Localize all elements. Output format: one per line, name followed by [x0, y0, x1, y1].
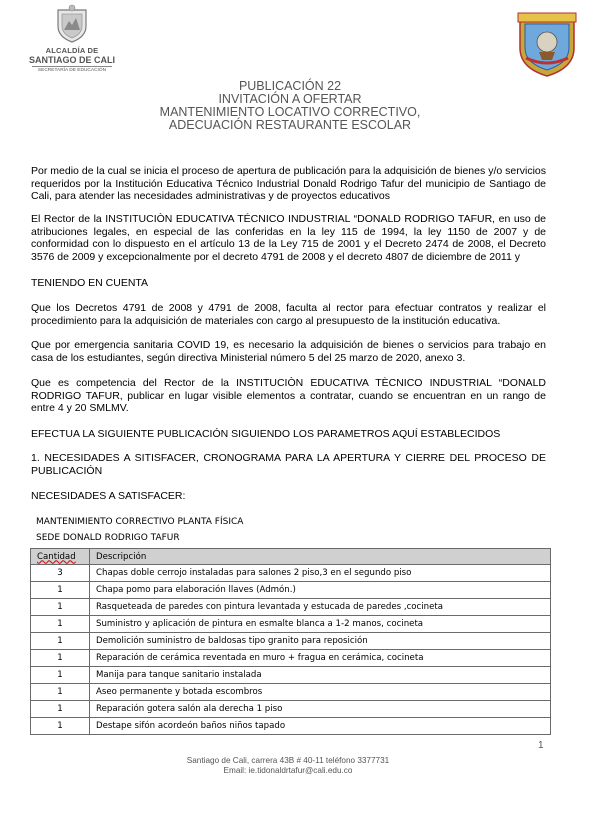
description-cell: Suministro y aplicación de pintura en esmalte blanca a 1-2 manos, cocineta [90, 616, 551, 633]
title-line-2: INVITACIÓN A OFERTAR [218, 92, 362, 106]
title-line-4: ADECUACIÓN RESTAURANTE ESCOLAR [168, 118, 412, 132]
description-cell: Chapa pomo para elaboración llaves (Admón.) [90, 582, 551, 599]
description-cell: Reparación gotera salón ala derecha 1 piso [90, 701, 551, 718]
table-row [31, 650, 551, 667]
necesidades-cronograma-heading: 1. NECESIDADES A SITISFACER, CRONOGRAMA PARA LA APERTURA Y CIERRE DEL PROCESO DE PUBLICACIÓN [31, 452, 546, 477]
table-row [31, 701, 551, 718]
footer-email: Email: ie.tidonaldrtafur@cali.edu.co [223, 766, 353, 775]
page-footer [130, 756, 446, 776]
qty-cell: 1 [31, 718, 90, 735]
footer-address: Santiago de Cali, carrera 43B # 40-11 teléfono 3377731 [186, 756, 390, 765]
cali-coat-of-arms-icon [52, 4, 92, 44]
description-cell: Manija para tanque sanitario instalada [90, 667, 551, 684]
table-row [31, 667, 551, 684]
table-row [31, 599, 551, 616]
table-row [31, 565, 551, 582]
logo-line-city: SANTIAGO DE CALI [28, 55, 115, 65]
qty-cell: 1 [31, 582, 90, 599]
needs-table [30, 548, 551, 735]
description-cell: Chapas doble cerrojo instaladas para salones 2 piso,3 en el segundo piso [90, 565, 551, 582]
institution-shield-logo [512, 8, 582, 78]
decretos-paragraph: Que los Decretos 4791 de 2008 y 4791 de 2008, faculta al rector para efectuar contratos y realizar el procedimiento para la adquisición de materiales con cargo al presupuesto de la institución educativa. [31, 302, 546, 327]
table-header-row [31, 549, 551, 565]
description-cell: Destape sifón acordeón baños niños tapado [90, 718, 551, 735]
qty-cell: 1 [31, 667, 90, 684]
teniendo-en-cuenta-heading: TENIENDO EN CUENTA [31, 277, 149, 289]
qty-cell: 1 [31, 701, 90, 718]
description-cell: Demolición suministro de baldosas tipo granito para reposición [90, 633, 551, 650]
section-subtitle: SEDE DONALD RODRIGO TAFUR [36, 533, 180, 543]
column-header-descripcion: Descripción [90, 549, 551, 565]
necesidades-heading: NECESIDADES A SATISFACER: [31, 490, 186, 502]
logo-line-secretaria: SECRETARÍA DE EDUCACIÓN [32, 66, 112, 74]
qty-cell: 1 [31, 650, 90, 667]
qty-cell: 1 [31, 616, 90, 633]
table-row [31, 684, 551, 701]
qty-cell: 1 [31, 599, 90, 616]
table-row [31, 582, 551, 599]
table-row [31, 718, 551, 735]
title-line-1: PUBLICACIÓN 22 [238, 79, 342, 93]
alcaldia-logo [26, 4, 118, 74]
title-line-3: MANTENIMIENTO LOCATIVO CORRECTIVO, [159, 105, 421, 119]
covid-paragraph: Que por emergencia sanitaria COVID 19, es necesario la adquisición de bienes o servicios para trabajo en casa de los estudiantes, según directiva Ministerial número 5 del 25 marzo de 2020, anexo 3. [31, 339, 546, 364]
logo-line-alcaldia: ALCALDÍA DE [45, 46, 99, 55]
description-cell: Reparación de cerámica reventada en muro + fragua en cerámica, cocineta [90, 650, 551, 667]
qty-cell: 1 [31, 633, 90, 650]
rector-paragraph: El Rector de la INSTITUCIÒN EDUCATIVA TÉCNICO INDUSTRIAL “DONALD RODRIGO TAFUR, en uso de atribuciones legales, en especial de las conferidas en la ley 115 de 1994, la ley 1150 de 2007 y de conformidad con lo dispuesto en el artículo 13 de la Ley 715 de 2001 y el Decreto 2474 de 2008, el Decreto 3576 de 2009 y excepcionalmente por el decreto 4791 de 2008 y el decreto 4807 de diciembre de 2011 y [31, 213, 546, 263]
description-cell: Rasqueteada de paredes con pintura levantada y estucada de paredes ,cocineta [90, 599, 551, 616]
intro-paragraph: Por medio de la cual se inicia el proceso de apertura de publicación para la adquisición de bienes y/o servicios requeridos por la Institución Educativa Técnico Industrial Donald Rodrigo Tafur del municipio de Santiago de Cali, para atender las necesidades administrativas y de proyectos educativos [31, 165, 546, 203]
qty-cell: 1 [31, 684, 90, 701]
efectua-heading: EFECTUA LA SIGUIENTE PUBLICACIÓN SIGUIENDO LOS PARAMETROS AQUÍ ESTABLECIDOS [31, 428, 501, 440]
table-row [31, 633, 551, 650]
document-title [100, 80, 480, 132]
section-title: MANTENIMIENTO CORRECTIVO PLANTA FÍSICA [36, 517, 244, 527]
competencia-paragraph: Que es competencia del Rector de la INSTITUCIÒN EDUCATIVA TÈCNICO INDUSTRIAL “DONALD RODRIGO TAFUR, publicar en lugar visible elementos a contratar, cuando se encuentran en un rango de entre 4 y 20 SMLMV. [31, 377, 546, 415]
qty-cell: 3 [31, 565, 90, 582]
column-header-cantidad: Cantidad [31, 549, 90, 565]
table-row [31, 616, 551, 633]
description-cell: Aseo permanente y botada escombros [90, 684, 551, 701]
page-number: 1 [538, 740, 544, 751]
